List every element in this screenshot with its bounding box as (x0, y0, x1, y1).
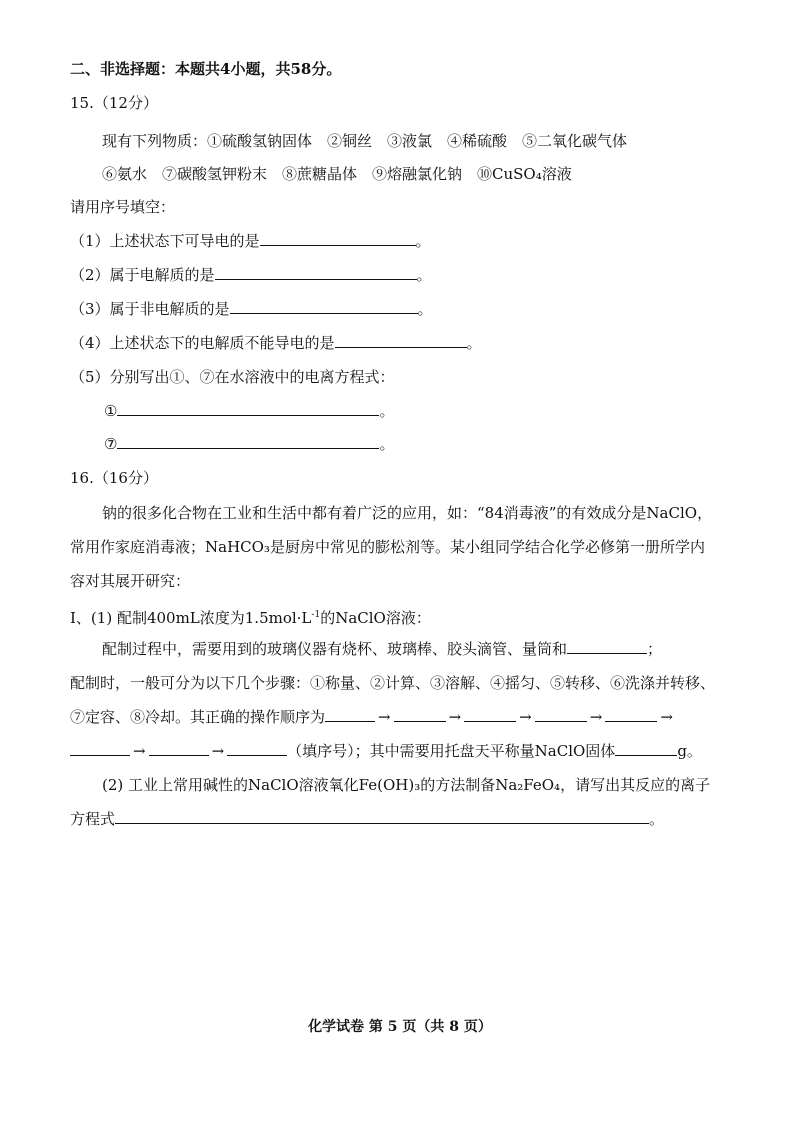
q16-order-line-2 (70, 740, 702, 762)
period: 。 (649, 810, 665, 828)
answer-blank[interactable] (215, 265, 417, 280)
q15-part-5b (104, 433, 394, 455)
q16-part-1-text-end: 的NaClO溶液： (320, 609, 431, 627)
q15-intro: 现有下列物质：①硫酸氢钠固体 ②铜丝 ③液氯 ④稀硫酸 ⑤二氧化碳气体 (102, 132, 628, 150)
arrow-icon: → (519, 708, 532, 726)
period: 。 (379, 435, 395, 453)
arrow-icon: → (589, 708, 603, 726)
q16-order-line (70, 706, 676, 728)
q16-header: 16.（16分） (70, 469, 158, 487)
q15-instruction: 请用序号填空： (70, 198, 176, 216)
q16-para-line-2: 常用作家庭消毒液；NaHCO₃是厨房中常见的膨松剂等。某小组同学结合化学必修第一册所学内 (70, 538, 705, 556)
q15-part-5a-label: ① (104, 402, 118, 420)
period: 。 (416, 266, 432, 284)
q15-part-2 (70, 264, 432, 286)
q15-part-3 (70, 298, 433, 320)
semicolon: ； (647, 640, 663, 658)
q15-part-4 (70, 332, 482, 354)
q15-part-5: （5）分别写出①、⑦在水溶液中的电离方程式： (70, 368, 395, 386)
q16-part-1-heading (70, 604, 431, 629)
arrow-icon: → (448, 708, 462, 726)
q15-intro-2: ⑥氨水 ⑦碳酸氢钾粉末 ⑧蔗糖晶体 ⑨熔融氯化钠 ⑩CuSO₄溶液 (102, 165, 572, 183)
q15-part-5a (104, 400, 394, 422)
period: 。 (415, 232, 431, 250)
arrow-icon: → (378, 708, 391, 726)
order-text: ⑦定容、⑧冷却。其正确的操作顺序为 (70, 708, 326, 726)
weighing-text: （填序号）；其中需要用托盘天平称量NaClO固体 (287, 742, 616, 760)
answer-blank[interactable] (394, 707, 446, 722)
answer-blank[interactable] (149, 741, 209, 756)
equation-label: 方程式 (70, 810, 116, 828)
q16-para-line-1: 钠的很多化合物在工业和生活中都有着广泛的应用，如：“84消毒液”的有效成分是NaClO， (102, 504, 713, 522)
q16-glassware-line (102, 638, 662, 660)
arrow-icon: → (133, 742, 146, 760)
answer-blank[interactable] (115, 809, 649, 824)
answer-blank[interactable] (535, 707, 587, 722)
glassware-text: 配制过程中，需要用到的玻璃仪器有烧杯、玻璃棒、胶头滴管、量筒和 (102, 640, 568, 658)
answer-blank[interactable] (464, 707, 516, 722)
unit-exponent: -1 (311, 610, 321, 620)
period: 。 (379, 402, 395, 420)
answer-blank[interactable] (615, 741, 677, 756)
q16-part-1-text: Ⅰ、(1) 配制400mL浓度为1.5mol·L (70, 609, 312, 627)
q15-part-1-text: （1）上述状态下可导电的是 (70, 232, 260, 250)
answer-blank[interactable] (70, 741, 130, 756)
answer-blank[interactable] (605, 707, 657, 722)
page-footer: 化学试卷 第 5 页（共 8 页） (308, 1019, 492, 1035)
q15-part-2-text: （2）属于电解质的是 (70, 266, 215, 284)
q15-part-1 (70, 230, 431, 252)
q15-part-4-text: （4）上述状态下的电解质不能导电的是 (70, 334, 335, 352)
answer-blank[interactable] (117, 401, 379, 416)
grams-unit: g。 (677, 742, 702, 760)
answer-blank[interactable] (325, 707, 375, 722)
answer-blank[interactable] (335, 333, 467, 348)
section-title: 二、非选择题：本题共4小题，共58分。 (70, 60, 342, 78)
q16-part-2-line-2 (70, 808, 664, 830)
answer-blank[interactable] (227, 741, 287, 756)
arrow-icon: → (211, 742, 225, 760)
answer-blank[interactable] (117, 434, 379, 449)
period: 。 (417, 300, 433, 318)
period: 。 (466, 334, 482, 352)
q16-para-line-3: 容对其展开研究： (70, 572, 191, 590)
answer-blank[interactable] (260, 231, 416, 246)
answer-blank[interactable] (567, 639, 647, 654)
q15-header: 15.（12分） (70, 94, 158, 112)
answer-blank[interactable] (230, 299, 418, 314)
q15-part-3-text: （3）属于非电解质的是 (70, 300, 230, 318)
q16-steps-line: 配制时，一般可分为以下几个步骤：①称量、②计算、③溶解、④摇匀、⑤转移、⑥洗涤并转移、 (70, 674, 716, 692)
arrow-icon: → (660, 708, 673, 726)
q15-part-5b-label: ⑦ (104, 435, 118, 453)
q16-part-2-line-1: (2) 工业上常用碱性的NaClO溶液氧化Fe(OH)₃的方法制备Na₂FeO₄，请写出其反应的离子 (102, 776, 711, 794)
